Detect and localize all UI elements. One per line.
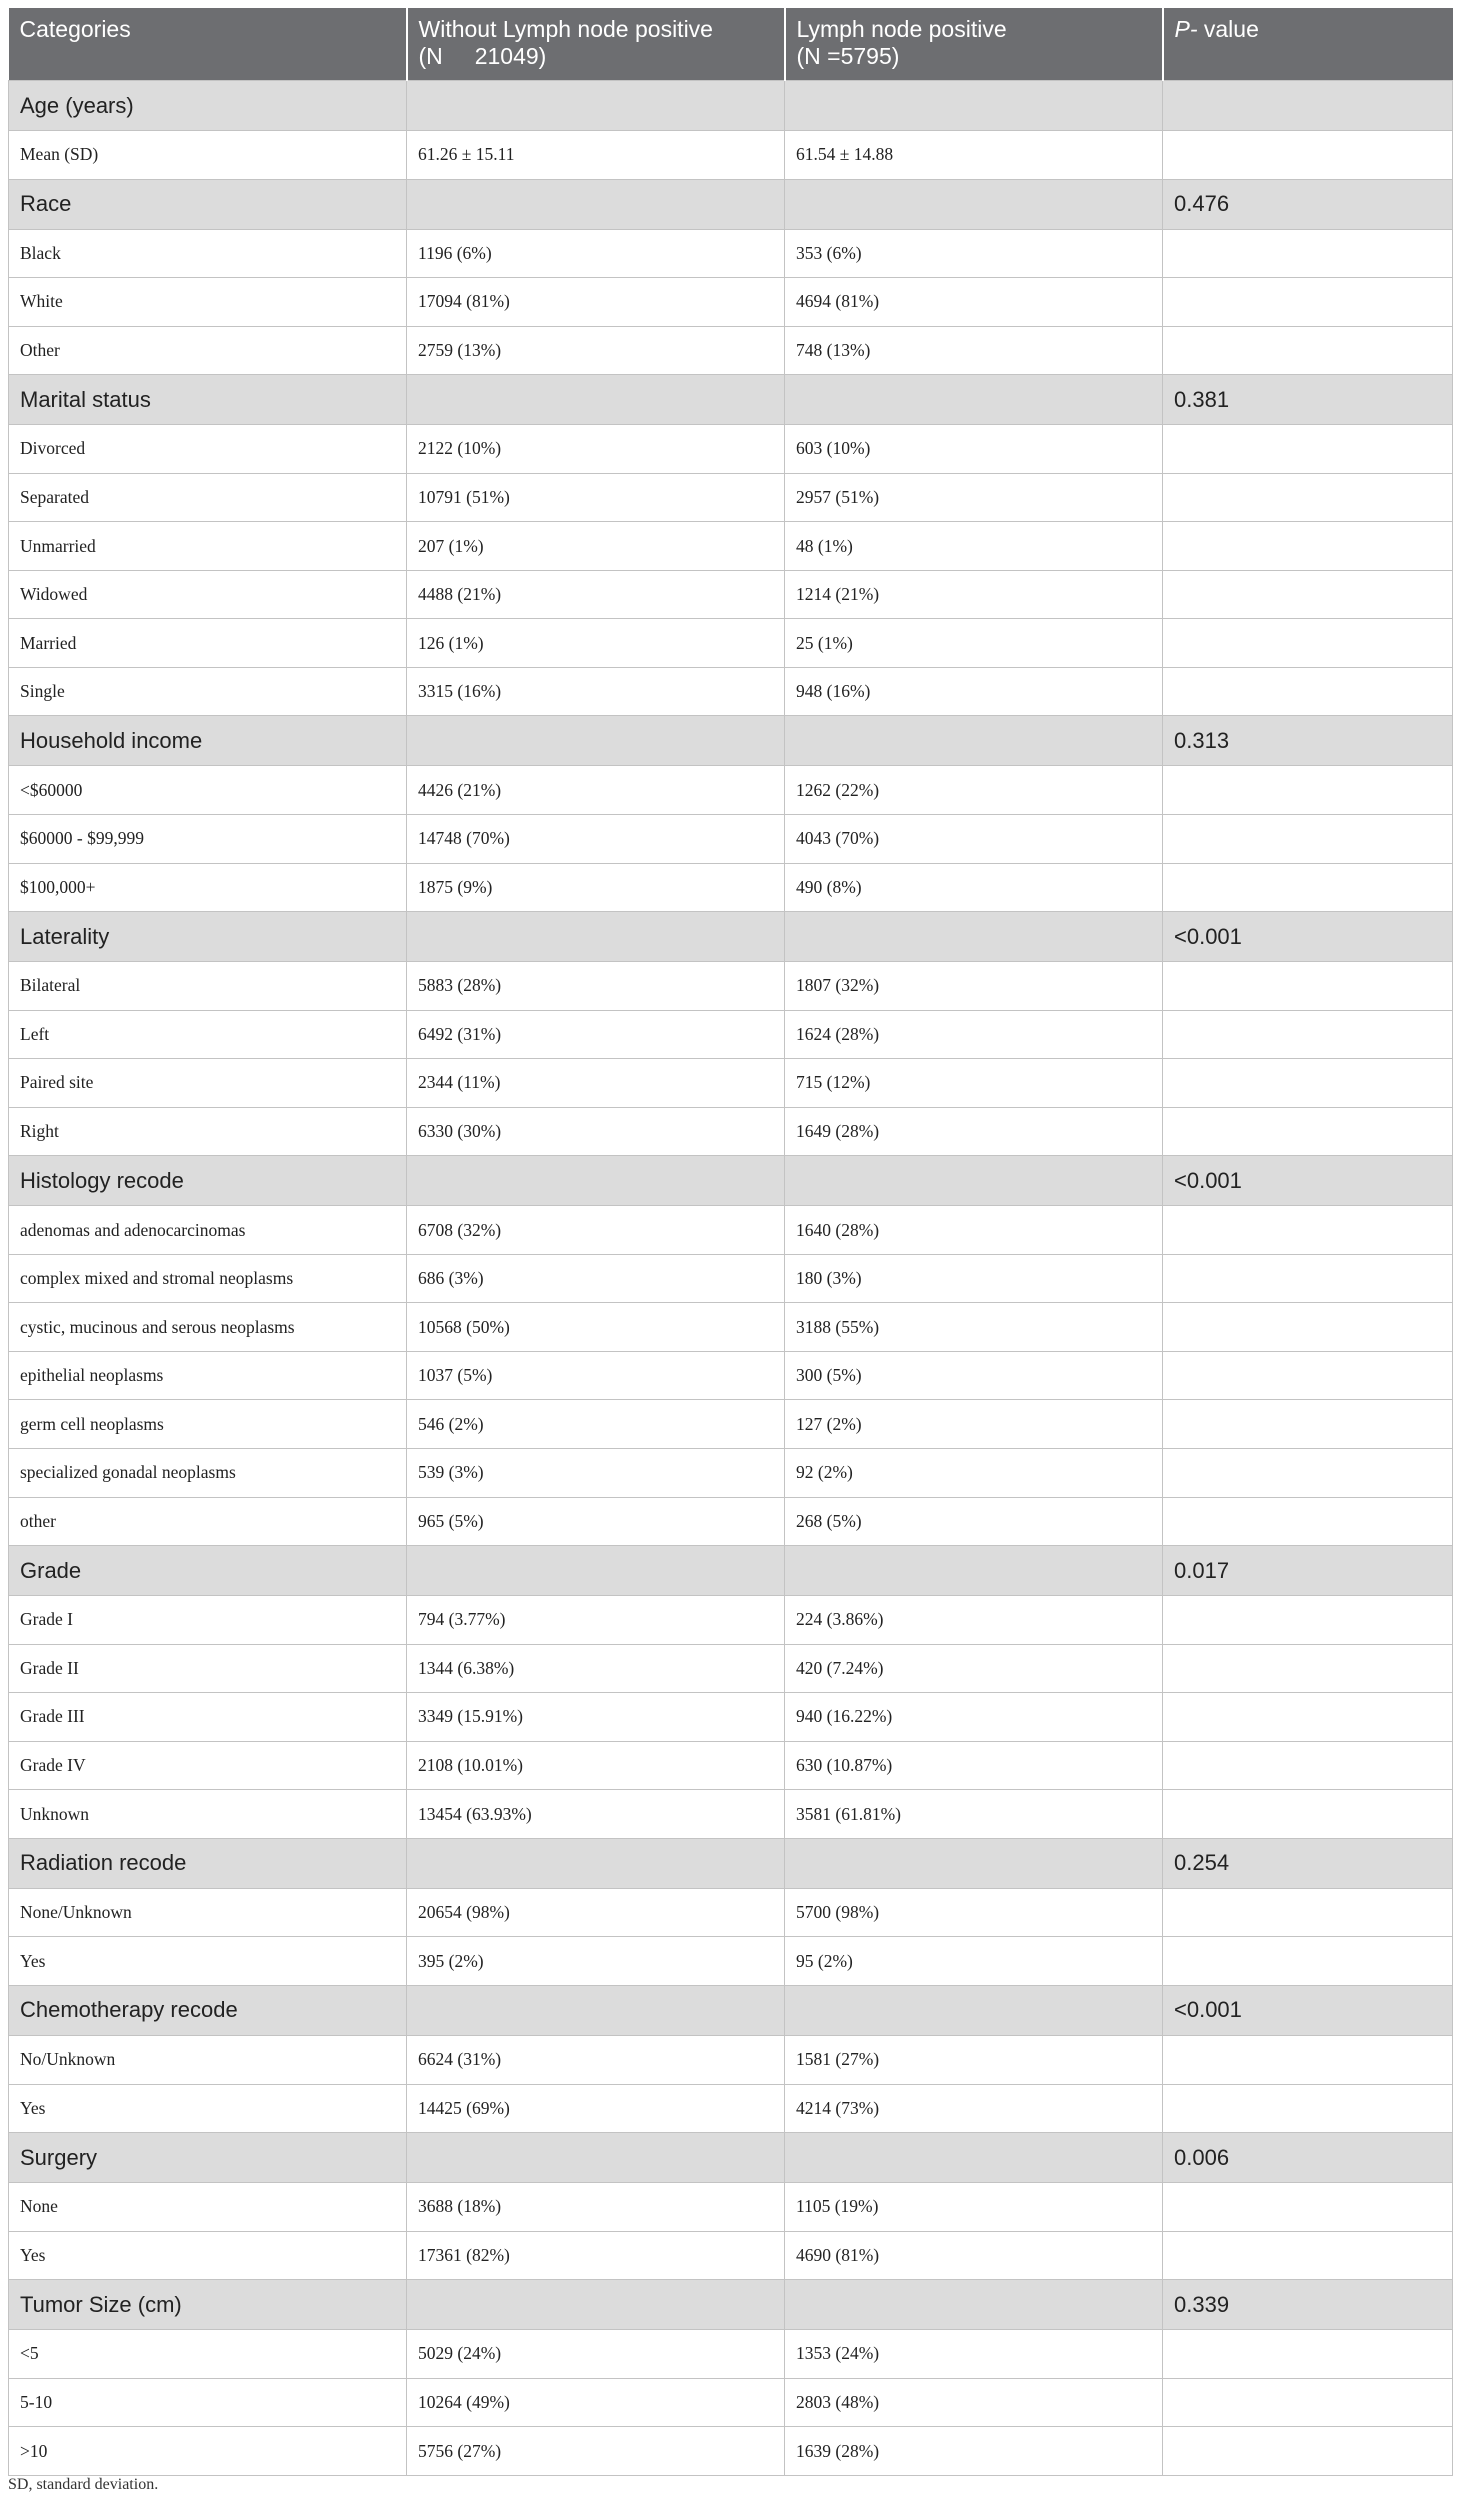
header-without-line2: (N 21049) — [418, 43, 547, 69]
row-label: Unmarried — [9, 522, 407, 571]
row-lymph-node-positive: 2957 (51%) — [785, 473, 1163, 522]
row-label: Yes — [9, 1937, 407, 1986]
row-lymph-node-positive: 748 (13%) — [785, 326, 1163, 375]
row-label: epithelial neoplasms — [9, 1351, 407, 1400]
table-row — [9, 1741, 1453, 1790]
row-label: No/Unknown — [9, 2035, 407, 2084]
row-lymph-node-positive: 4690 (81%) — [785, 2231, 1163, 2280]
row-p-value-empty — [1163, 1497, 1453, 1546]
row-lymph-node-positive: 48 (1%) — [785, 522, 1163, 571]
row-label: None — [9, 2183, 407, 2232]
table-container — [8, 8, 1452, 2476]
row-without-lymph-node: 20654 (98%) — [407, 1888, 785, 1937]
section-empty-without — [407, 1156, 785, 1206]
table-row — [9, 1351, 1453, 1400]
row-label: Unknown — [9, 1790, 407, 1839]
row-without-lymph-node: 686 (3%) — [407, 1254, 785, 1303]
table-row — [9, 2378, 1453, 2427]
section-row — [9, 1546, 1453, 1596]
row-label: >10 — [9, 2427, 407, 2476]
row-label: Yes — [9, 2231, 407, 2280]
table-row — [9, 278, 1453, 327]
table-row — [9, 2084, 1453, 2133]
section-empty-without — [407, 81, 785, 131]
section-title: Age (years) — [9, 81, 407, 131]
row-label: $60000 - $99,999 — [9, 815, 407, 864]
table-row — [9, 2035, 1453, 2084]
row-p-value-empty — [1163, 2183, 1453, 2232]
row-without-lymph-node: 395 (2%) — [407, 1937, 785, 1986]
row-lymph-node-positive: 4214 (73%) — [785, 2084, 1163, 2133]
table-row — [9, 131, 1453, 180]
row-p-value-empty — [1163, 815, 1453, 864]
header-row — [9, 8, 1453, 81]
row-without-lymph-node: 14425 (69%) — [407, 2084, 785, 2133]
row-p-value-empty — [1163, 278, 1453, 327]
row-without-lymph-node: 207 (1%) — [407, 522, 785, 571]
header-p-value — [1163, 8, 1453, 81]
table-row — [9, 425, 1453, 474]
row-p-value-empty — [1163, 1888, 1453, 1937]
section-empty-with — [785, 1156, 1163, 1206]
section-p-value: 0.254 — [1163, 1838, 1453, 1888]
section-title: Surgery — [9, 2133, 407, 2183]
section-title: Laterality — [9, 912, 407, 962]
table-row — [9, 1937, 1453, 1986]
row-without-lymph-node: 2344 (11%) — [407, 1059, 785, 1108]
row-p-value-empty — [1163, 1741, 1453, 1790]
row-lymph-node-positive: 1640 (28%) — [785, 1206, 1163, 1255]
table-row — [9, 1497, 1453, 1546]
row-without-lymph-node: 61.26 ± 15.11 — [407, 131, 785, 180]
row-p-value-empty — [1163, 2427, 1453, 2476]
row-label: <5 — [9, 2330, 407, 2379]
table-row — [9, 326, 1453, 375]
section-empty-with — [785, 912, 1163, 962]
row-p-value-empty — [1163, 1351, 1453, 1400]
row-label: Grade I — [9, 1596, 407, 1645]
row-p-value-empty — [1163, 667, 1453, 716]
row-lymph-node-positive: 630 (10.87%) — [785, 1741, 1163, 1790]
table-row — [9, 1596, 1453, 1645]
row-label: Divorced — [9, 425, 407, 474]
table-row — [9, 1400, 1453, 1449]
table-row — [9, 1107, 1453, 1156]
row-p-value-empty — [1163, 2378, 1453, 2427]
row-lymph-node-positive: 1649 (28%) — [785, 1107, 1163, 1156]
row-label: Left — [9, 1010, 407, 1059]
row-p-value-empty — [1163, 522, 1453, 571]
row-p-value-empty — [1163, 1059, 1453, 1108]
table-body — [9, 81, 1453, 2476]
row-p-value-empty — [1163, 766, 1453, 815]
table-row — [9, 570, 1453, 619]
row-lymph-node-positive: 268 (5%) — [785, 1497, 1163, 1546]
row-without-lymph-node: 1196 (6%) — [407, 229, 785, 278]
section-empty-without — [407, 716, 785, 766]
row-label: Single — [9, 667, 407, 716]
table-row — [9, 1010, 1453, 1059]
header-p-rest: value — [1197, 16, 1259, 42]
row-without-lymph-node: 5029 (24%) — [407, 2330, 785, 2379]
section-empty-with — [785, 716, 1163, 766]
row-lymph-node-positive: 180 (3%) — [785, 1254, 1163, 1303]
section-p-value: 0.339 — [1163, 2280, 1453, 2330]
section-empty-without — [407, 1546, 785, 1596]
row-lymph-node-positive: 3581 (61.81%) — [785, 1790, 1163, 1839]
section-title: Race — [9, 179, 407, 229]
section-p-value: 0.381 — [1163, 375, 1453, 425]
row-without-lymph-node: 10264 (49%) — [407, 2378, 785, 2427]
section-row — [9, 81, 1453, 131]
row-label: White — [9, 278, 407, 327]
section-title: Histology recode — [9, 1156, 407, 1206]
row-p-value-empty — [1163, 1400, 1453, 1449]
row-lymph-node-positive: 1262 (22%) — [785, 766, 1163, 815]
row-without-lymph-node: 3315 (16%) — [407, 667, 785, 716]
row-without-lymph-node: 1037 (5%) — [407, 1351, 785, 1400]
row-label: adenomas and adenocarcinomas — [9, 1206, 407, 1255]
row-p-value-empty — [1163, 131, 1453, 180]
table-row — [9, 1254, 1453, 1303]
row-without-lymph-node: 2122 (10%) — [407, 425, 785, 474]
row-lymph-node-positive: 603 (10%) — [785, 425, 1163, 474]
row-p-value-empty — [1163, 229, 1453, 278]
row-p-value-empty — [1163, 570, 1453, 619]
row-without-lymph-node: 2759 (13%) — [407, 326, 785, 375]
section-row — [9, 1156, 1453, 1206]
row-p-value-empty — [1163, 962, 1453, 1011]
table-row — [9, 1790, 1453, 1839]
section-empty-with — [785, 81, 1163, 131]
row-p-value-empty — [1163, 1644, 1453, 1693]
section-empty-with — [785, 375, 1163, 425]
row-lymph-node-positive: 61.54 ± 14.88 — [785, 131, 1163, 180]
row-p-value-empty — [1163, 473, 1453, 522]
row-p-value-empty — [1163, 1937, 1453, 1986]
row-p-value-empty — [1163, 425, 1453, 474]
row-p-value-empty — [1163, 1010, 1453, 1059]
header-p-italic: P- — [1174, 16, 1198, 42]
row-lymph-node-positive: 25 (1%) — [785, 619, 1163, 668]
section-title: Household income — [9, 716, 407, 766]
header-categories-label: Categories — [19, 16, 131, 42]
row-label: Grade II — [9, 1644, 407, 1693]
table-row — [9, 2427, 1453, 2476]
row-without-lymph-node: 6330 (30%) — [407, 1107, 785, 1156]
row-label: <$60000 — [9, 766, 407, 815]
row-p-value-empty — [1163, 1303, 1453, 1352]
row-without-lymph-node: 5883 (28%) — [407, 962, 785, 1011]
row-lymph-node-positive: 5700 (98%) — [785, 1888, 1163, 1937]
section-row — [9, 2133, 1453, 2183]
row-without-lymph-node: 13454 (63.93%) — [407, 1790, 785, 1839]
section-empty-with — [785, 2133, 1163, 2183]
section-empty-with — [785, 1838, 1163, 1888]
section-p-value: <0.001 — [1163, 912, 1453, 962]
section-p-value: <0.001 — [1163, 1985, 1453, 2035]
row-without-lymph-node: 17361 (82%) — [407, 2231, 785, 2280]
section-row — [9, 1985, 1453, 2035]
row-label: Mean (SD) — [9, 131, 407, 180]
header-with-line1: Lymph node positive — [796, 16, 1007, 42]
row-lymph-node-positive: 948 (16%) — [785, 667, 1163, 716]
section-title: Grade — [9, 1546, 407, 1596]
row-lymph-node-positive: 224 (3.86%) — [785, 1596, 1163, 1645]
row-label: specialized gonadal neoplasms — [9, 1449, 407, 1498]
table-row — [9, 473, 1453, 522]
row-label: complex mixed and stromal neoplasms — [9, 1254, 407, 1303]
row-without-lymph-node: 539 (3%) — [407, 1449, 785, 1498]
row-label: None/Unknown — [9, 1888, 407, 1937]
row-p-value-empty — [1163, 2231, 1453, 2280]
row-p-value-empty — [1163, 619, 1453, 668]
header-lymph-node-positive — [785, 8, 1163, 81]
section-empty-without — [407, 179, 785, 229]
section-row — [9, 375, 1453, 425]
row-label: Widowed — [9, 570, 407, 619]
row-without-lymph-node: 14748 (70%) — [407, 815, 785, 864]
table-row — [9, 229, 1453, 278]
row-label: Paired site — [9, 1059, 407, 1108]
section-empty-with — [785, 1985, 1163, 2035]
row-p-value-empty — [1163, 2084, 1453, 2133]
header-without-line1: Without Lymph node positive — [418, 16, 713, 42]
table-row — [9, 1693, 1453, 1742]
row-without-lymph-node: 5756 (27%) — [407, 2427, 785, 2476]
row-label: 5-10 — [9, 2378, 407, 2427]
row-without-lymph-node: 546 (2%) — [407, 1400, 785, 1449]
section-empty-without — [407, 1838, 785, 1888]
section-row — [9, 716, 1453, 766]
row-lymph-node-positive: 1353 (24%) — [785, 2330, 1163, 2379]
row-lymph-node-positive: 420 (7.24%) — [785, 1644, 1163, 1693]
row-label: Separated — [9, 473, 407, 522]
row-without-lymph-node: 6624 (31%) — [407, 2035, 785, 2084]
row-without-lymph-node: 794 (3.77%) — [407, 1596, 785, 1645]
table-row — [9, 1206, 1453, 1255]
row-p-value-empty — [1163, 1254, 1453, 1303]
row-label: $100,000+ — [9, 863, 407, 912]
table-row — [9, 2330, 1453, 2379]
row-label: Grade III — [9, 1693, 407, 1742]
row-lymph-node-positive: 1105 (19%) — [785, 2183, 1163, 2232]
row-without-lymph-node: 126 (1%) — [407, 619, 785, 668]
row-lymph-node-positive: 2803 (48%) — [785, 2378, 1163, 2427]
table-row — [9, 2231, 1453, 2280]
row-without-lymph-node: 3349 (15.91%) — [407, 1693, 785, 1742]
table-row — [9, 1059, 1453, 1108]
section-row — [9, 912, 1453, 962]
table-row — [9, 619, 1453, 668]
section-p-value: 0.476 — [1163, 179, 1453, 229]
table-row — [9, 2183, 1453, 2232]
characteristics-table — [8, 8, 1453, 2476]
section-empty-with — [785, 1546, 1163, 1596]
table-row — [9, 766, 1453, 815]
row-lymph-node-positive: 1807 (32%) — [785, 962, 1163, 1011]
section-empty-without — [407, 375, 785, 425]
table-row — [9, 1449, 1453, 1498]
row-p-value-empty — [1163, 1790, 1453, 1839]
header-with-line2: (N =5795) — [796, 43, 900, 69]
row-without-lymph-node: 6708 (32%) — [407, 1206, 785, 1255]
section-title: Chemotherapy recode — [9, 1985, 407, 2035]
section-p-value: <0.001 — [1163, 1156, 1453, 1206]
header-categories — [9, 8, 407, 81]
row-lymph-node-positive: 940 (16.22%) — [785, 1693, 1163, 1742]
row-label: Other — [9, 326, 407, 375]
section-p-value: 0.006 — [1163, 2133, 1453, 2183]
row-lymph-node-positive: 3188 (55%) — [785, 1303, 1163, 1352]
row-lymph-node-positive: 92 (2%) — [785, 1449, 1163, 1498]
row-p-value-empty — [1163, 863, 1453, 912]
row-without-lymph-node: 4488 (21%) — [407, 570, 785, 619]
section-empty-with — [785, 2280, 1163, 2330]
row-lymph-node-positive: 1214 (21%) — [785, 570, 1163, 619]
table-row — [9, 863, 1453, 912]
table-header — [9, 8, 1453, 81]
row-lymph-node-positive: 127 (2%) — [785, 1400, 1163, 1449]
row-without-lymph-node: 2108 (10.01%) — [407, 1741, 785, 1790]
row-label: Grade IV — [9, 1741, 407, 1790]
row-without-lymph-node: 1875 (9%) — [407, 863, 785, 912]
header-without-lymph-node — [407, 8, 785, 81]
section-empty-without — [407, 912, 785, 962]
row-lymph-node-positive: 353 (6%) — [785, 229, 1163, 278]
row-label: Right — [9, 1107, 407, 1156]
section-title: Tumor Size (cm) — [9, 2280, 407, 2330]
row-lymph-node-positive: 95 (2%) — [785, 1937, 1163, 1986]
row-p-value-empty — [1163, 1596, 1453, 1645]
row-without-lymph-node: 10791 (51%) — [407, 473, 785, 522]
row-label: Bilateral — [9, 962, 407, 1011]
section-p-value: 0.017 — [1163, 1546, 1453, 1596]
section-empty-with — [785, 179, 1163, 229]
row-lymph-node-positive: 1624 (28%) — [785, 1010, 1163, 1059]
section-title: Marital status — [9, 375, 407, 425]
row-lymph-node-positive: 715 (12%) — [785, 1059, 1163, 1108]
row-lymph-node-positive: 490 (8%) — [785, 863, 1163, 912]
row-label: cystic, mucinous and serous neoplasms — [9, 1303, 407, 1352]
row-without-lymph-node: 10568 (50%) — [407, 1303, 785, 1352]
row-label: Black — [9, 229, 407, 278]
row-lymph-node-positive: 1639 (28%) — [785, 2427, 1163, 2476]
table-row — [9, 667, 1453, 716]
row-without-lymph-node: 17094 (81%) — [407, 278, 785, 327]
row-label: other — [9, 1497, 407, 1546]
row-label: germ cell neoplasms — [9, 1400, 407, 1449]
row-p-value-empty — [1163, 326, 1453, 375]
section-title: Radiation recode — [9, 1838, 407, 1888]
row-lymph-node-positive: 4694 (81%) — [785, 278, 1163, 327]
section-row — [9, 179, 1453, 229]
table-row — [9, 522, 1453, 571]
row-label: Married — [9, 619, 407, 668]
table-row — [9, 815, 1453, 864]
footnote: SD, standard deviation. — [8, 2476, 159, 2493]
row-lymph-node-positive: 1581 (27%) — [785, 2035, 1163, 2084]
row-without-lymph-node: 965 (5%) — [407, 1497, 785, 1546]
row-lymph-node-positive: 4043 (70%) — [785, 815, 1163, 864]
section-empty-without — [407, 2133, 785, 2183]
table-row — [9, 1303, 1453, 1352]
row-lymph-node-positive: 300 (5%) — [785, 1351, 1163, 1400]
section-row — [9, 2280, 1453, 2330]
section-row — [9, 1838, 1453, 1888]
row-label: Yes — [9, 2084, 407, 2133]
row-without-lymph-node: 3688 (18%) — [407, 2183, 785, 2232]
table-row — [9, 1644, 1453, 1693]
row-without-lymph-node: 6492 (31%) — [407, 1010, 785, 1059]
row-p-value-empty — [1163, 1206, 1453, 1255]
row-p-value-empty — [1163, 2330, 1453, 2379]
row-without-lymph-node: 4426 (21%) — [407, 766, 785, 815]
section-p-value — [1163, 81, 1453, 131]
row-p-value-empty — [1163, 1107, 1453, 1156]
row-p-value-empty — [1163, 1693, 1453, 1742]
row-p-value-empty — [1163, 2035, 1453, 2084]
table-row — [9, 962, 1453, 1011]
row-without-lymph-node: 1344 (6.38%) — [407, 1644, 785, 1693]
table-row — [9, 1888, 1453, 1937]
row-p-value-empty — [1163, 1449, 1453, 1498]
section-empty-without — [407, 1985, 785, 2035]
section-p-value: 0.313 — [1163, 716, 1453, 766]
section-empty-without — [407, 2280, 785, 2330]
